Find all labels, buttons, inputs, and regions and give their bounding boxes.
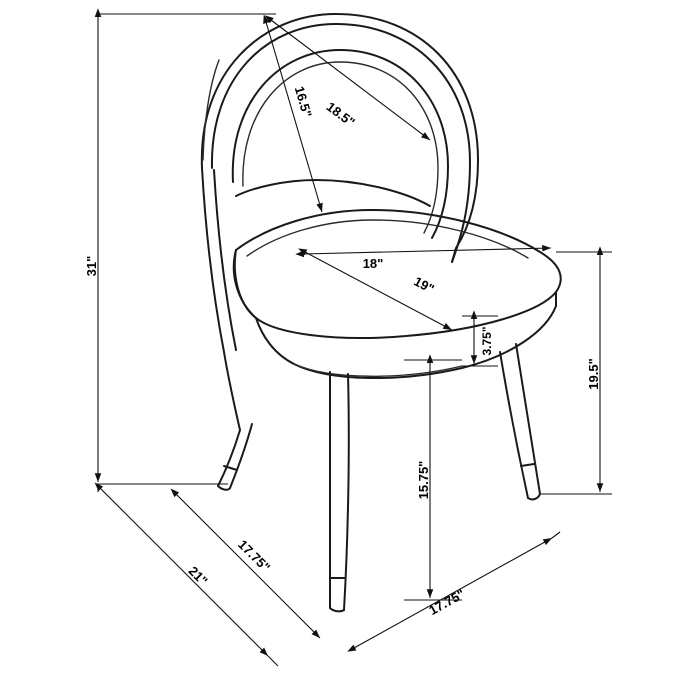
dim-label-leg-height: 15.75" [416,460,431,500]
dimension-leg-height [404,360,462,600]
leg-front-left-foot-bottom [330,608,344,611]
leg-front-left-outer [344,374,349,610]
backrest-inner [233,50,448,238]
backrest-inner-seam [243,62,438,233]
dim-label-base-depth: 17.75" [235,536,274,575]
leg-front-right-foot-bottom [528,494,540,499]
leg-rear-left-outer [230,424,252,488]
leg-front-right-outer [516,344,540,494]
dim-label-depth-overall: 21" [185,563,211,589]
back-post-left-inner [214,170,236,350]
dim-label-overall-height: 31" [84,255,99,277]
leg-front-right-foot [521,464,534,466]
dimension-seat-depth [303,248,551,271]
dimension-base-width [354,532,560,648]
dimension-back-width [271,20,430,140]
backrest-outer [202,14,478,262]
dim-label-seat-height: 19.5" [586,358,601,390]
dim-label-seat-depth: 18" [362,256,384,271]
back-post-left [202,168,240,430]
dimension-seat-height [540,252,612,494]
dimension-depth-overall [98,484,278,666]
leg-rear-left-foot-bottom [218,486,230,490]
seat-cushion-top [235,210,561,338]
backrest-outer-right-post [212,24,470,262]
dim-label-seat-thickness: 3.75" [480,326,494,356]
backrest-cushion-bottom [236,180,430,206]
dim-label-back-height: 16.5" [291,84,315,119]
leg-front-right [500,352,528,498]
dim-label-base-width: 17.75" [426,586,468,619]
back-post-left-accent [203,60,219,160]
dim-label-seat-width: 19" [411,273,437,297]
dim-label-back-width: 18.5" [323,98,358,130]
dimension-overall-height [84,14,276,484]
seat-apron-bottom-seam [294,364,462,376]
leg-rear-left [218,430,240,486]
